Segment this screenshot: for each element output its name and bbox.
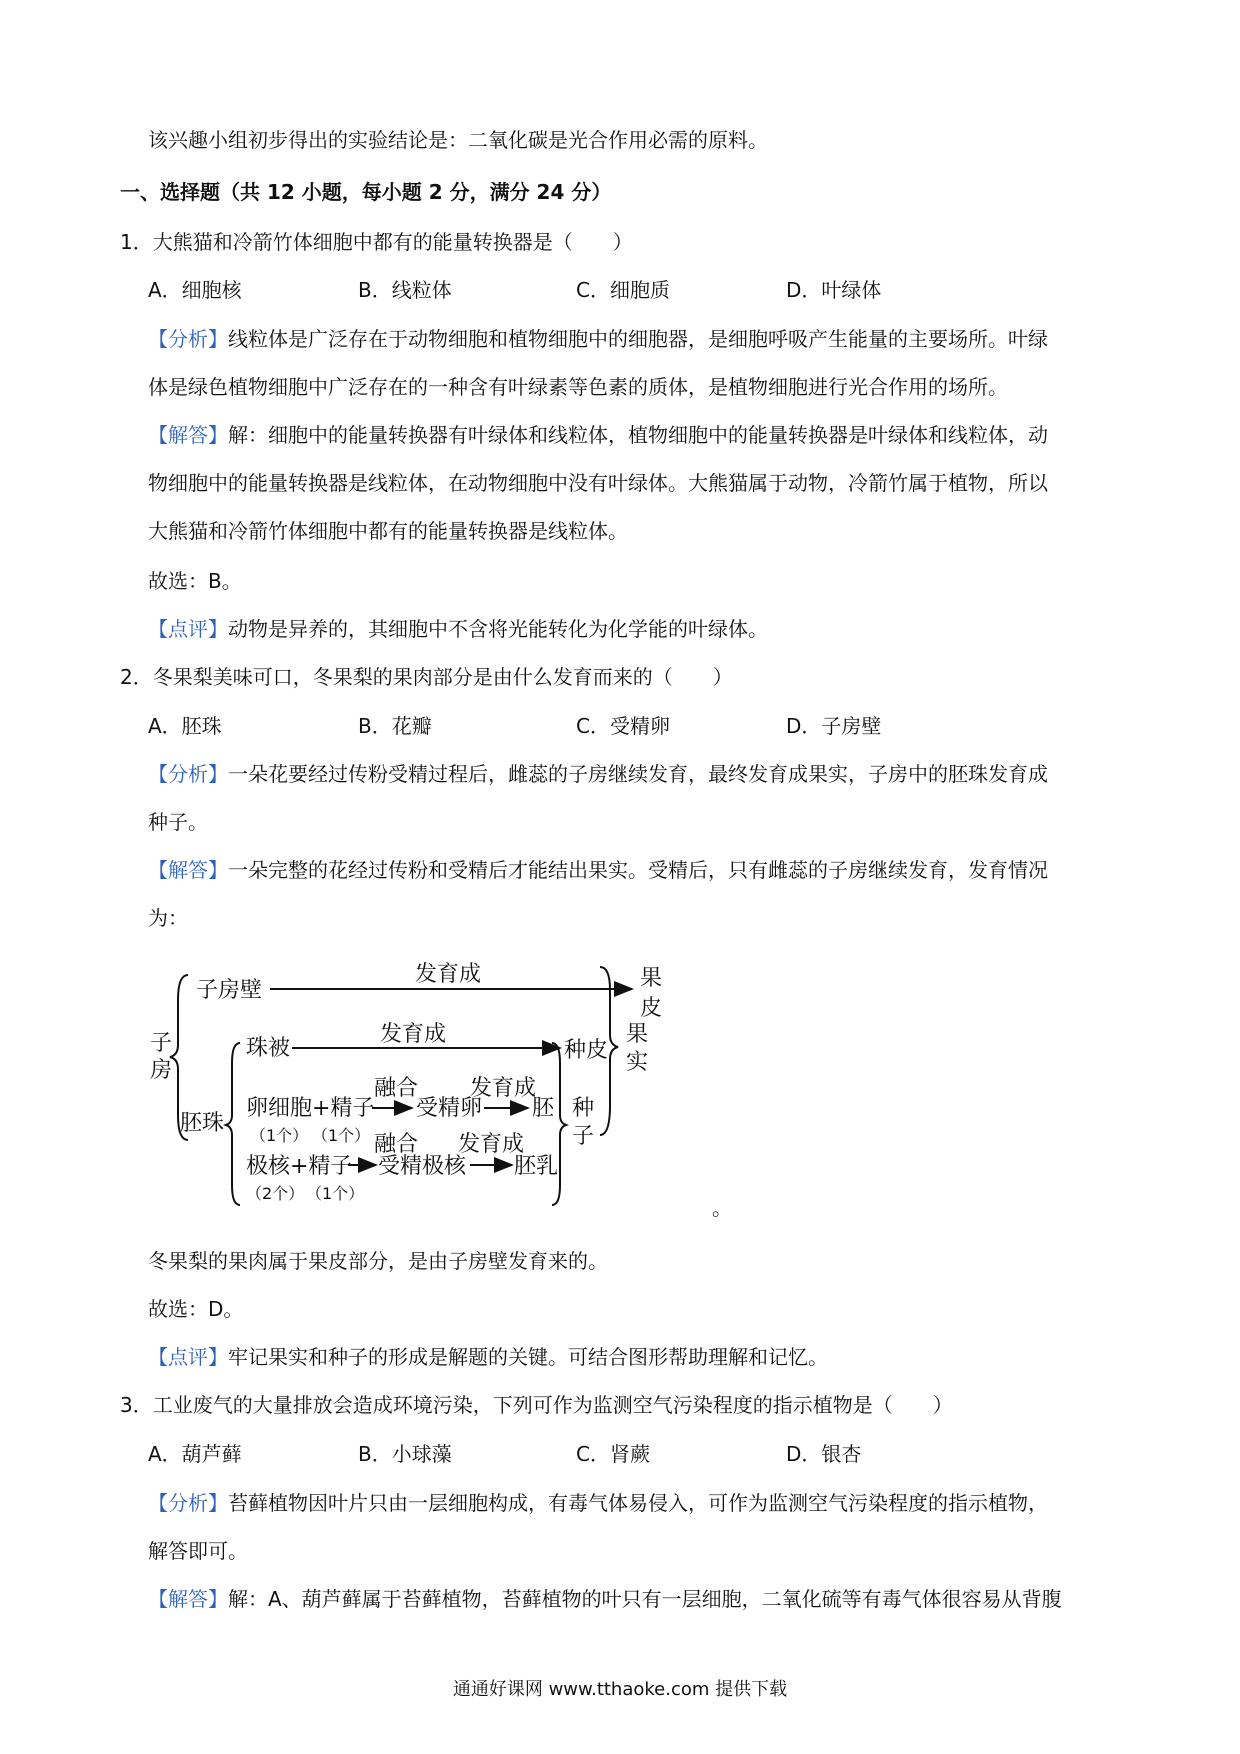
label-guo-2: 果 [626,1022,649,1047]
label-jihe: 极核+精子 [246,1154,353,1179]
label-zhongpi: 种皮 [564,1038,609,1063]
q1-option-d: D．叶绿体 [786,278,882,302]
section-title: 一、选择题（共 12 小题，每小题 2 分，满分 24 分） [120,180,612,204]
label-pei: 胚 [532,1096,555,1121]
q3-analysis-line-1: 【分析】苔藓植物因叶片只由一层细胞构成，有毒气体易侵入，可作为监测空气污染程度的指示植物， [148,1491,1048,1515]
label-zhubei: 珠被 [246,1036,291,1061]
fruit-seed-development-diagram [140,955,740,1225]
diagram-end-mark: 。 [712,1196,732,1220]
q1-option-b: B．线粒体 [358,278,452,302]
q2-option-d: D．子房壁 [786,714,882,738]
brace-peizhu [226,1043,240,1205]
q3-answer-line-1: 【解答】解：A、葫芦藓属于苔藓植物，苔藓植物的叶只有一层细胞，二氧化硫等有毒气体很容易从背腹 [148,1587,1062,1611]
label-yige-3: （1个） [306,1184,365,1203]
q3-option-d: D．银杏 [786,1442,862,1466]
brace-zhongzi [552,1043,566,1205]
q3-option-c: C．肾蕨 [576,1442,650,1466]
q3-analysis-line-2: 解答即可。 [148,1539,248,1563]
q2-analysis-line-1: 【分析】一朵花要经过传粉受精过程后，雌蕊的子房继续发育，最终发育成果实，子房中的胚珠发育成 [148,762,1048,786]
q1-answer-line-1: 【解答】解：细胞中的能量转换器有叶绿体和线粒体，植物细胞中的能量转换器是叶绿体和线粒体，动 [148,423,1048,447]
q1-answer-line-2: 物细胞中的能量转换器是线粒体，在动物细胞中没有叶绿体。大熊猫属于动物，冷箭竹属于植物，所以 [148,471,1048,495]
label-fayucheng-2: 发育成 [380,1022,447,1047]
q1-stem: 1．大熊猫和冷箭竹体细胞中都有的能量转换器是（ ） [120,230,633,254]
label-yige-1: （1个） [250,1126,309,1145]
label-shi: 实 [626,1050,649,1075]
q3-stem: 3．工业废气的大量排放会造成环境污染，下列可作为监测空气污染程度的指示植物是（ ） [120,1393,953,1417]
q2-comment: 【点评】牢记果实和种子的形成是解题的关键。可结合图形帮助理解和记忆。 [148,1345,828,1369]
q1-option-a: A．细胞核 [148,278,242,302]
q2-stem: 2．冬果梨美味可口，冬果梨的果肉部分是由什么发育而来的（ ） [120,665,733,689]
intro-text: 该兴趣小组初步得出的实验结论是：二氧化碳是光合作用必需的原料。 [148,128,768,152]
q2-option-c: C．受精卵 [576,714,670,738]
q1-analysis-line-2: 体是绿色植物细胞中广泛存在的一种含有叶绿素等色素的质体，是植物细胞进行光合作用的场所。 [148,375,1008,399]
q2-conclusion: 冬果梨的果肉属于果皮部分，是由子房壁发育来的。 [148,1249,608,1273]
comment-tag: 【点评】 [148,617,228,641]
page-footer: 通通好课网 www.tthaoke.com 提供下载 [452,1679,788,1700]
label-peiru: 胚乳 [514,1154,559,1179]
label-fayucheng-3: 发育成 [470,1076,537,1101]
q1-comment: 【点评】动物是异养的，其细胞中不含将光能转化为化学能的叶绿体。 [148,617,768,641]
analysis-tag: 【分析】 [148,327,228,351]
label-zifangbi: 子房壁 [196,978,263,1003]
label-liangge: （2个） [246,1184,305,1203]
label-ronghe-2: 融合 [374,1132,419,1157]
label-fayucheng-1: 发育成 [415,962,482,987]
q3-option-b: B．小球藻 [358,1442,452,1466]
q1-option-c: C．细胞质 [576,278,670,302]
label-shoujingjihe: 受精极核 [378,1154,467,1179]
label-zi-seed: 子 [572,1124,595,1149]
q2-choice: 故选：D。 [148,1297,244,1321]
q3-option-a: A．葫芦藓 [148,1442,242,1466]
q2-option-b: B．花瓣 [358,714,432,738]
label-fang: 房 [150,1058,173,1083]
q1-answer-line-3: 大熊猫和冷箭竹体细胞中都有的能量转换器是线粒体。 [148,519,628,543]
answer-tag: 【解答】 [148,423,228,447]
q1-analysis-line-1: 【分析】线粒体是广泛存在于动物细胞和植物细胞中的细胞器，是细胞呼吸产生能量的主要场所。叶绿 [148,327,1048,351]
label-yige-2: （1个） [312,1126,371,1145]
label-luanxibao: 卵细胞+精子 [246,1096,375,1121]
q2-answer-line-1: 【解答】一朵完整的花经过传粉和受精后才能结出果实。受精后，只有雌蕊的子房继续发育，发育情况 [148,858,1048,882]
label-shoujingluan: 受精卵 [416,1096,483,1121]
q2-option-a: A．胚珠 [148,714,222,738]
q2-analysis-line-2: 种子。 [148,810,208,834]
label-peizhu: 胚珠 [180,1111,225,1136]
label-fayucheng-4: 发育成 [458,1132,525,1157]
label-zhong: 种 [572,1096,595,1121]
label-pi: 皮 [640,996,663,1021]
label-zi: 子 [150,1031,173,1056]
q2-answer-line-2: 为： [148,906,188,930]
label-ronghe-1: 融合 [374,1076,419,1101]
q1-choice: 故选：B。 [148,569,242,593]
label-guo: 果 [640,966,663,991]
